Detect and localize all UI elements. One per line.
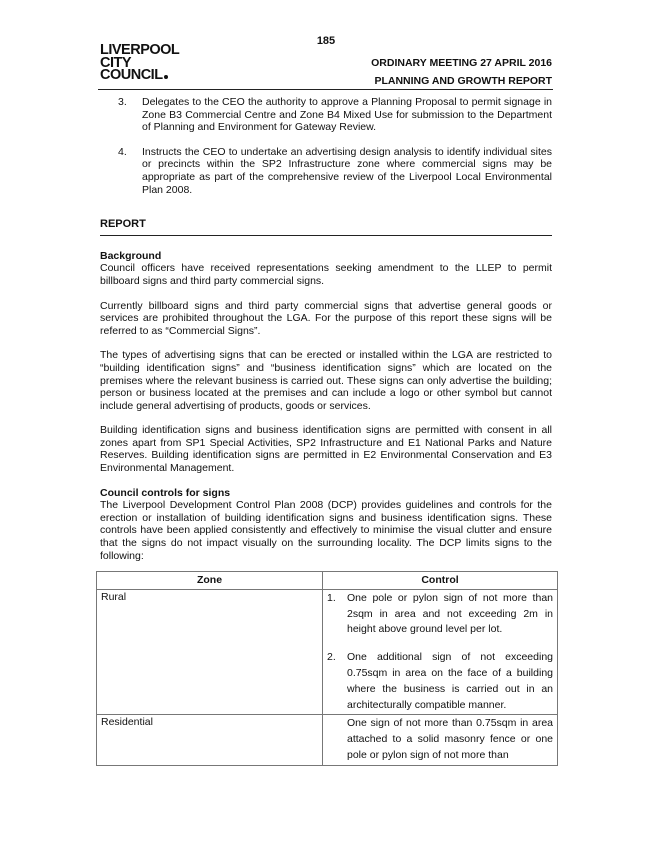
meeting-header: ORDINARY MEETING 27 APRIL 2016 — [371, 57, 552, 69]
control-text: One sign of not more than 0.75sqm in area attached to a solid masonry fence or one pole or pylon sign of not more than — [347, 717, 553, 761]
control-item — [327, 716, 553, 763]
council-logo — [100, 44, 179, 82]
background-paragraph: Council officers have received representations seeking amendment to the LLEP to permit billboard signs and third party commercial signs. — [100, 262, 552, 287]
resolution-item — [100, 96, 552, 134]
resolution-item — [100, 146, 552, 196]
page-number: 185 — [316, 35, 336, 47]
logo-line-3: COUNCIL — [100, 67, 163, 83]
report-header: PLANNING AND GROWTH REPORT — [374, 75, 552, 87]
logo-dot-icon — [164, 75, 168, 79]
background-paragraph: Building identification signs and business identification signs are permitted with consent in all zones apart from SP1 Special Activities, SP2 Infrastructure and E1 National Parks and Nature Reserves. Building identification signs are permitted in E2 Environmental Conservation and E3 Environmental Management. — [100, 424, 552, 475]
controls-table — [96, 571, 558, 766]
logo-line-2: CITY — [100, 54, 132, 71]
table-row — [97, 589, 558, 715]
zone-cell: Rural — [97, 589, 323, 715]
resolution-text: Delegates to the CEO the authority to approve a Planning Proposal to permit signage in Zone B3 Commercial Centre and Zone B4 Mixed Use for submission to the Department of Planning and Environment for Gateway Review. — [142, 96, 552, 134]
zone-cell: Residential — [97, 715, 323, 765]
resolution-number: 3. — [118, 96, 127, 108]
control-cell — [323, 715, 558, 765]
control-cell — [323, 589, 558, 715]
resolution-number: 4. — [118, 145, 127, 158]
controls-paragraph: The Liverpool Development Control Plan 2008 (DCP) provides guidelines and controls for the erection or installation of building identification signs and business identification signs. These controls have been applied consistently and effectively to minimise the visual clutter and ensure that the signs do not impact visually on the surrounding locality. The DCP limits signs to the following: — [100, 499, 552, 562]
background-paragraph: Currently billboard signs and third party commercial signs that advertise general goods or services are prohibited throughout the LGA. For the purpose of this report these signs will be referred to as “Commercial Signs”. — [100, 299, 552, 337]
logo-line-3-wrap — [100, 69, 179, 82]
control-column-header: Control — [323, 572, 558, 590]
logo-line-1: LIVERPOOL — [100, 42, 180, 58]
control-number — [327, 716, 347, 763]
table-row — [97, 715, 558, 765]
control-text: One pole or pylon sign of not more than 2sqm in area and not exceeding 2m in height above ground level per lot. — [347, 591, 553, 636]
zone-column-header: Zone — [97, 572, 323, 590]
report-heading: REPORT — [100, 218, 552, 236]
background-heading: Background — [100, 249, 162, 262]
page-content — [100, 96, 552, 766]
background-paragraph: The types of advertising signs that can be erected or installed within the LGA are restricted to “building identification signs” and “business identification signs” which are located on the premises where the relevant business is carried out. These signs can only advertise the building; person or business located at the premises and can include a logo or other symbol but cannot include general advertising of products, goods or services. — [100, 349, 552, 412]
control-number: 1. — [327, 591, 336, 604]
control-text: One additional sign of not exceeding 0.75sqm in area on the face of a building where the business is carried out in an architecturally compatible manner. — [347, 651, 553, 711]
controls-heading: Council controls for signs — [100, 486, 231, 499]
control-item — [327, 650, 553, 713]
control-item — [327, 591, 553, 638]
resolution-text: Instructs the CEO to undertake an advertising design analysis to identify individual sites or precincts within the SP2 Infrastructure zone where commercial signs may be appropriate as part of the comprehensive review of the Liverpool Local Environmental Plan 2008. — [142, 145, 552, 196]
header-rule — [98, 89, 553, 90]
table-header-row — [97, 572, 558, 590]
control-number: 2. — [327, 651, 336, 664]
